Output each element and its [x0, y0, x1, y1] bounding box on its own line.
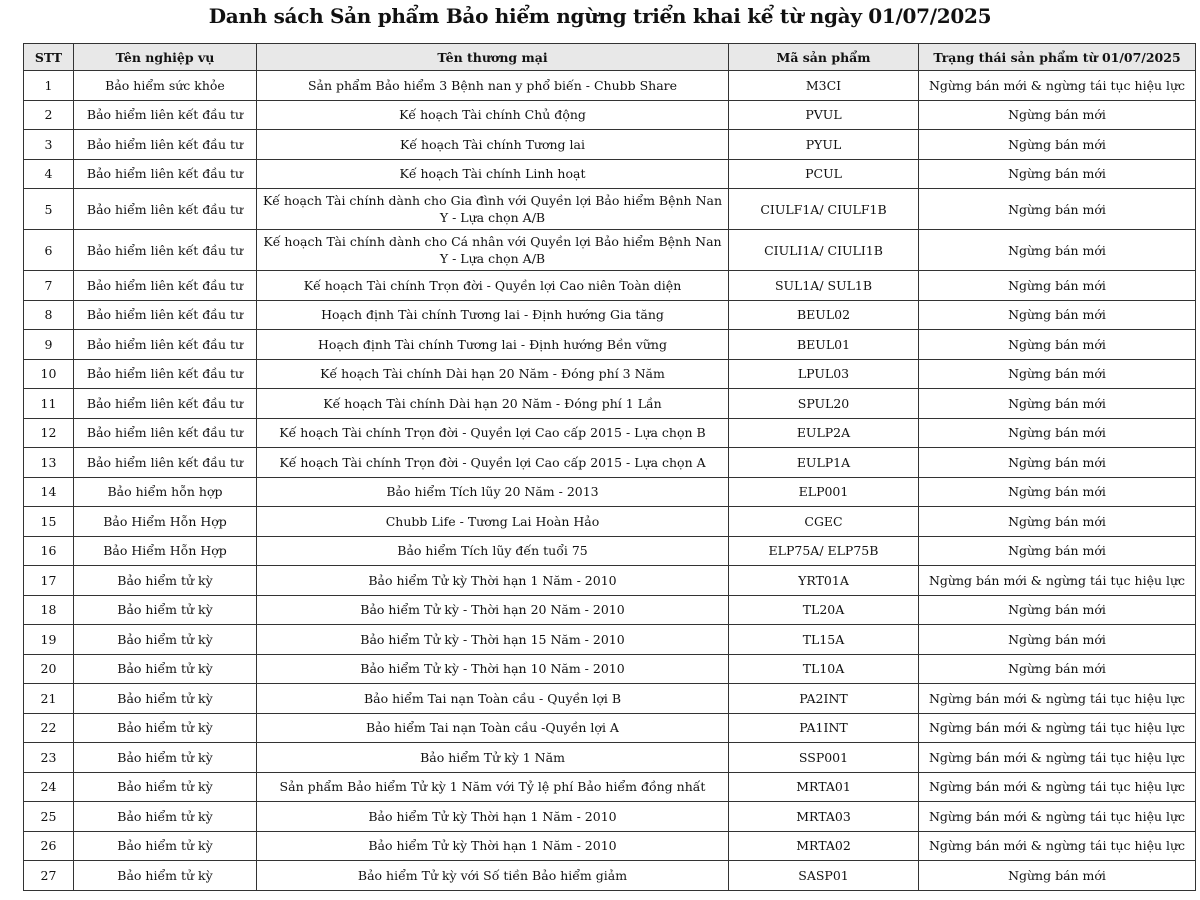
cell-code: MRTA02	[729, 831, 919, 861]
table-header-row	[24, 44, 1196, 71]
table-row	[24, 389, 1196, 419]
cell-type: Bảo hiểm liên kết đầu tư	[74, 230, 257, 271]
cell-status: Ngừng bán mới & ngừng tái tục hiệu lực	[919, 684, 1196, 714]
table-row	[24, 330, 1196, 360]
cell-type: Bảo hiểm tử kỳ	[74, 566, 257, 596]
table-row	[24, 831, 1196, 861]
table-row	[24, 684, 1196, 714]
table-row	[24, 130, 1196, 160]
table-row	[24, 861, 1196, 891]
cell-name: Kế hoạch Tài chính dành cho Cá nhân với Quyền lợi Bảo hiểm Bệnh Nan Y - Lựa chọn A/B	[257, 230, 729, 271]
cell-name: Kế hoạch Tài chính dành cho Gia đình với Quyền lợi Bảo hiểm Bệnh Nan Y - Lựa chọn A/B	[257, 189, 729, 230]
cell-name: Hoạch định Tài chính Tương lai - Định hướng Gia tăng	[257, 300, 729, 330]
cell-name: Kế hoạch Tài chính Chủ động	[257, 100, 729, 130]
cell-code: ELP75A/ ELP75B	[729, 536, 919, 566]
cell-stt: 23	[24, 743, 74, 773]
cell-code: PCUL	[729, 159, 919, 189]
cell-stt: 10	[24, 359, 74, 389]
cell-code: CIULI1A/ CIULI1B	[729, 230, 919, 271]
cell-code: YRT01A	[729, 566, 919, 596]
cell-code: CIULF1A/ CIULF1B	[729, 189, 919, 230]
cell-name: Kế hoạch Tài chính Tương lai	[257, 130, 729, 160]
cell-status: Ngừng bán mới & ngừng tái tục hiệu lực	[919, 743, 1196, 773]
table-row	[24, 595, 1196, 625]
cell-type: Bảo Hiểm Hỗn Hợp	[74, 507, 257, 537]
cell-status: Ngừng bán mới	[919, 159, 1196, 189]
cell-status: Ngừng bán mới	[919, 389, 1196, 419]
cell-stt: 17	[24, 566, 74, 596]
cell-status: Ngừng bán mới	[919, 330, 1196, 360]
cell-stt: 19	[24, 625, 74, 655]
cell-type: Bảo hiểm liên kết đầu tư	[74, 100, 257, 130]
page-title: Danh sách Sản phẩm Bảo hiểm ngừng triển khai kể từ ngày 01/07/2025	[208, 4, 992, 28]
table-row	[24, 159, 1196, 189]
cell-name: Bảo hiểm Tử kỳ Thời hạn 1 Năm - 2010	[257, 831, 729, 861]
cell-status: Ngừng bán mới	[919, 477, 1196, 507]
cell-status: Ngừng bán mới	[919, 595, 1196, 625]
table-row	[24, 654, 1196, 684]
cell-type: Bảo hiểm tử kỳ	[74, 743, 257, 773]
cell-name: Kế hoạch Tài chính Trọn đời - Quyền lợi Cao cấp 2015 - Lựa chọn A	[257, 448, 729, 478]
cell-stt: 12	[24, 418, 74, 448]
cell-name: Bảo hiểm Tử kỳ Thời hạn 1 Năm - 2010	[257, 802, 729, 832]
cell-code: MRTA01	[729, 772, 919, 802]
cell-type: Bảo hiểm tử kỳ	[74, 831, 257, 861]
table-row	[24, 713, 1196, 743]
cell-type: Bảo hiểm tử kỳ	[74, 625, 257, 655]
cell-name: Hoạch định Tài chính Tương lai - Định hướng Bền vững	[257, 330, 729, 360]
cell-stt: 9	[24, 330, 74, 360]
cell-name: Bảo hiểm Tử kỳ với Số tiền Bảo hiểm giảm	[257, 861, 729, 891]
table-row	[24, 189, 1196, 230]
cell-code: SUL1A/ SUL1B	[729, 271, 919, 301]
cell-status: Ngừng bán mới	[919, 625, 1196, 655]
header-type: Tên nghiệp vụ	[74, 44, 257, 71]
cell-name: Kế hoạch Tài chính Dài hạn 20 Năm - Đóng phí 1 Lần	[257, 389, 729, 419]
cell-type: Bảo hiểm tử kỳ	[74, 861, 257, 891]
cell-stt: 24	[24, 772, 74, 802]
cell-name: Bảo hiểm Tích lũy 20 Năm - 2013	[257, 477, 729, 507]
cell-name: Bảo hiểm Tử kỳ - Thời hạn 10 Năm - 2010	[257, 654, 729, 684]
cell-code: PA1INT	[729, 713, 919, 743]
header-stt: STT	[24, 44, 74, 71]
cell-type: Bảo hiểm liên kết đầu tư	[74, 448, 257, 478]
cell-name: Bảo hiểm Tử kỳ - Thời hạn 15 Năm - 2010	[257, 625, 729, 655]
cell-status: Ngừng bán mới	[919, 448, 1196, 478]
cell-stt: 13	[24, 448, 74, 478]
cell-code: SASP01	[729, 861, 919, 891]
cell-status: Ngừng bán mới	[919, 189, 1196, 230]
table-row	[24, 507, 1196, 537]
table-row	[24, 448, 1196, 478]
cell-code: M3CI	[729, 71, 919, 101]
cell-stt: 21	[24, 684, 74, 714]
table-row	[24, 418, 1196, 448]
cell-type: Bảo hiểm tử kỳ	[74, 654, 257, 684]
cell-type: Bảo hiểm tử kỳ	[74, 802, 257, 832]
cell-type: Bảo hiểm liên kết đầu tư	[74, 159, 257, 189]
table-body	[24, 71, 1196, 891]
table-row	[24, 477, 1196, 507]
cell-type: Bảo hiểm tử kỳ	[74, 713, 257, 743]
cell-stt: 3	[24, 130, 74, 160]
cell-code: CGEC	[729, 507, 919, 537]
cell-type: Bảo hiểm liên kết đầu tư	[74, 389, 257, 419]
header-name: Tên thương mại	[257, 44, 729, 71]
cell-type: Bảo hiểm hỗn hợp	[74, 477, 257, 507]
cell-stt: 11	[24, 389, 74, 419]
cell-stt: 8	[24, 300, 74, 330]
cell-name: Bảo hiểm Tích lũy đến tuổi 75	[257, 536, 729, 566]
cell-name: Bảo hiểm Tử kỳ 1 Năm	[257, 743, 729, 773]
cell-status: Ngừng bán mới	[919, 300, 1196, 330]
cell-stt: 16	[24, 536, 74, 566]
table-row	[24, 536, 1196, 566]
cell-name: Kế hoạch Tài chính Linh hoạt	[257, 159, 729, 189]
cell-status: Ngừng bán mới & ngừng tái tục hiệu lực	[919, 713, 1196, 743]
table-row	[24, 566, 1196, 596]
cell-type: Bảo hiểm sức khỏe	[74, 71, 257, 101]
table-row	[24, 71, 1196, 101]
cell-status: Ngừng bán mới	[919, 230, 1196, 271]
table-row	[24, 743, 1196, 773]
cell-type: Bảo hiểm tử kỳ	[74, 595, 257, 625]
table-row	[24, 359, 1196, 389]
cell-status: Ngừng bán mới	[919, 418, 1196, 448]
cell-stt: 25	[24, 802, 74, 832]
cell-stt: 7	[24, 271, 74, 301]
cell-status: Ngừng bán mới	[919, 507, 1196, 537]
cell-status: Ngừng bán mới & ngừng tái tục hiệu lực	[919, 772, 1196, 802]
cell-code: TL15A	[729, 625, 919, 655]
cell-name: Kế hoạch Tài chính Trọn đời - Quyền lợi Cao niên Toàn diện	[257, 271, 729, 301]
cell-code: PA2INT	[729, 684, 919, 714]
cell-code: SPUL20	[729, 389, 919, 419]
table-row	[24, 271, 1196, 301]
cell-stt: 2	[24, 100, 74, 130]
cell-code: ELP001	[729, 477, 919, 507]
header-status: Trạng thái sản phẩm từ 01/07/2025	[919, 44, 1196, 71]
cell-status: Ngừng bán mới & ngừng tái tục hiệu lực	[919, 802, 1196, 832]
cell-type: Bảo hiểm liên kết đầu tư	[74, 359, 257, 389]
cell-type: Bảo hiểm tử kỳ	[74, 772, 257, 802]
table-row	[24, 802, 1196, 832]
cell-type: Bảo hiểm liên kết đầu tư	[74, 189, 257, 230]
cell-name: Kế hoạch Tài chính Trọn đời - Quyền lợi Cao cấp 2015 - Lựa chọn B	[257, 418, 729, 448]
cell-status: Ngừng bán mới	[919, 359, 1196, 389]
cell-type: Bảo hiểm liên kết đầu tư	[74, 130, 257, 160]
cell-stt: 22	[24, 713, 74, 743]
cell-stt: 14	[24, 477, 74, 507]
cell-status: Ngừng bán mới	[919, 271, 1196, 301]
cell-stt: 4	[24, 159, 74, 189]
cell-name: Bảo hiểm Tử kỳ - Thời hạn 20 Năm - 2010	[257, 595, 729, 625]
cell-status: Ngừng bán mới & ngừng tái tục hiệu lực	[919, 566, 1196, 596]
cell-code: EULP1A	[729, 448, 919, 478]
cell-status: Ngừng bán mới	[919, 100, 1196, 130]
cell-status: Ngừng bán mới	[919, 536, 1196, 566]
cell-name: Chubb Life - Tương Lai Hoàn Hảo	[257, 507, 729, 537]
cell-code: BEUL02	[729, 300, 919, 330]
cell-stt: 27	[24, 861, 74, 891]
cell-code: SSP001	[729, 743, 919, 773]
cell-type: Bảo hiểm tử kỳ	[74, 684, 257, 714]
table-row	[24, 772, 1196, 802]
cell-stt: 15	[24, 507, 74, 537]
cell-stt: 18	[24, 595, 74, 625]
cell-stt: 1	[24, 71, 74, 101]
cell-name: Sản phẩm Bảo hiểm 3 Bệnh nan y phổ biến - Chubb Share	[257, 71, 729, 101]
cell-name: Sản phẩm Bảo hiểm Tử kỳ 1 Năm với Tỷ lệ phí Bảo hiểm đồng nhất	[257, 772, 729, 802]
table-row	[24, 300, 1196, 330]
cell-code: PYUL	[729, 130, 919, 160]
cell-type: Bảo hiểm liên kết đầu tư	[74, 330, 257, 360]
cell-type: Bảo hiểm liên kết đầu tư	[74, 300, 257, 330]
cell-status: Ngừng bán mới & ngừng tái tục hiệu lực	[919, 71, 1196, 101]
cell-status: Ngừng bán mới & ngừng tái tục hiệu lực	[919, 831, 1196, 861]
cell-status: Ngừng bán mới	[919, 861, 1196, 891]
cell-name: Bảo hiểm Tai nạn Toàn cầu -Quyền lợi A	[257, 713, 729, 743]
cell-code: EULP2A	[729, 418, 919, 448]
cell-type: Bảo hiểm liên kết đầu tư	[74, 418, 257, 448]
cell-code: LPUL03	[729, 359, 919, 389]
cell-stt: 6	[24, 230, 74, 271]
cell-code: TL20A	[729, 595, 919, 625]
cell-name: Bảo hiểm Tai nạn Toàn cầu - Quyền lợi B	[257, 684, 729, 714]
cell-code: PVUL	[729, 100, 919, 130]
cell-code: TL10A	[729, 654, 919, 684]
cell-type: Bảo hiểm liên kết đầu tư	[74, 271, 257, 301]
cell-stt: 20	[24, 654, 74, 684]
product-table	[23, 43, 1196, 891]
cell-stt: 5	[24, 189, 74, 230]
cell-type: Bảo Hiểm Hỗn Hợp	[74, 536, 257, 566]
cell-name: Kế hoạch Tài chính Dài hạn 20 Năm - Đóng phí 3 Năm	[257, 359, 729, 389]
header-code: Mã sản phẩm	[729, 44, 919, 71]
cell-name: Bảo hiểm Tử kỳ Thời hạn 1 Năm - 2010	[257, 566, 729, 596]
table-row	[24, 625, 1196, 655]
cell-code: MRTA03	[729, 802, 919, 832]
cell-status: Ngừng bán mới	[919, 654, 1196, 684]
table-row	[24, 100, 1196, 130]
table-row	[24, 230, 1196, 271]
cell-code: BEUL01	[729, 330, 919, 360]
cell-stt: 26	[24, 831, 74, 861]
cell-status: Ngừng bán mới	[919, 130, 1196, 160]
